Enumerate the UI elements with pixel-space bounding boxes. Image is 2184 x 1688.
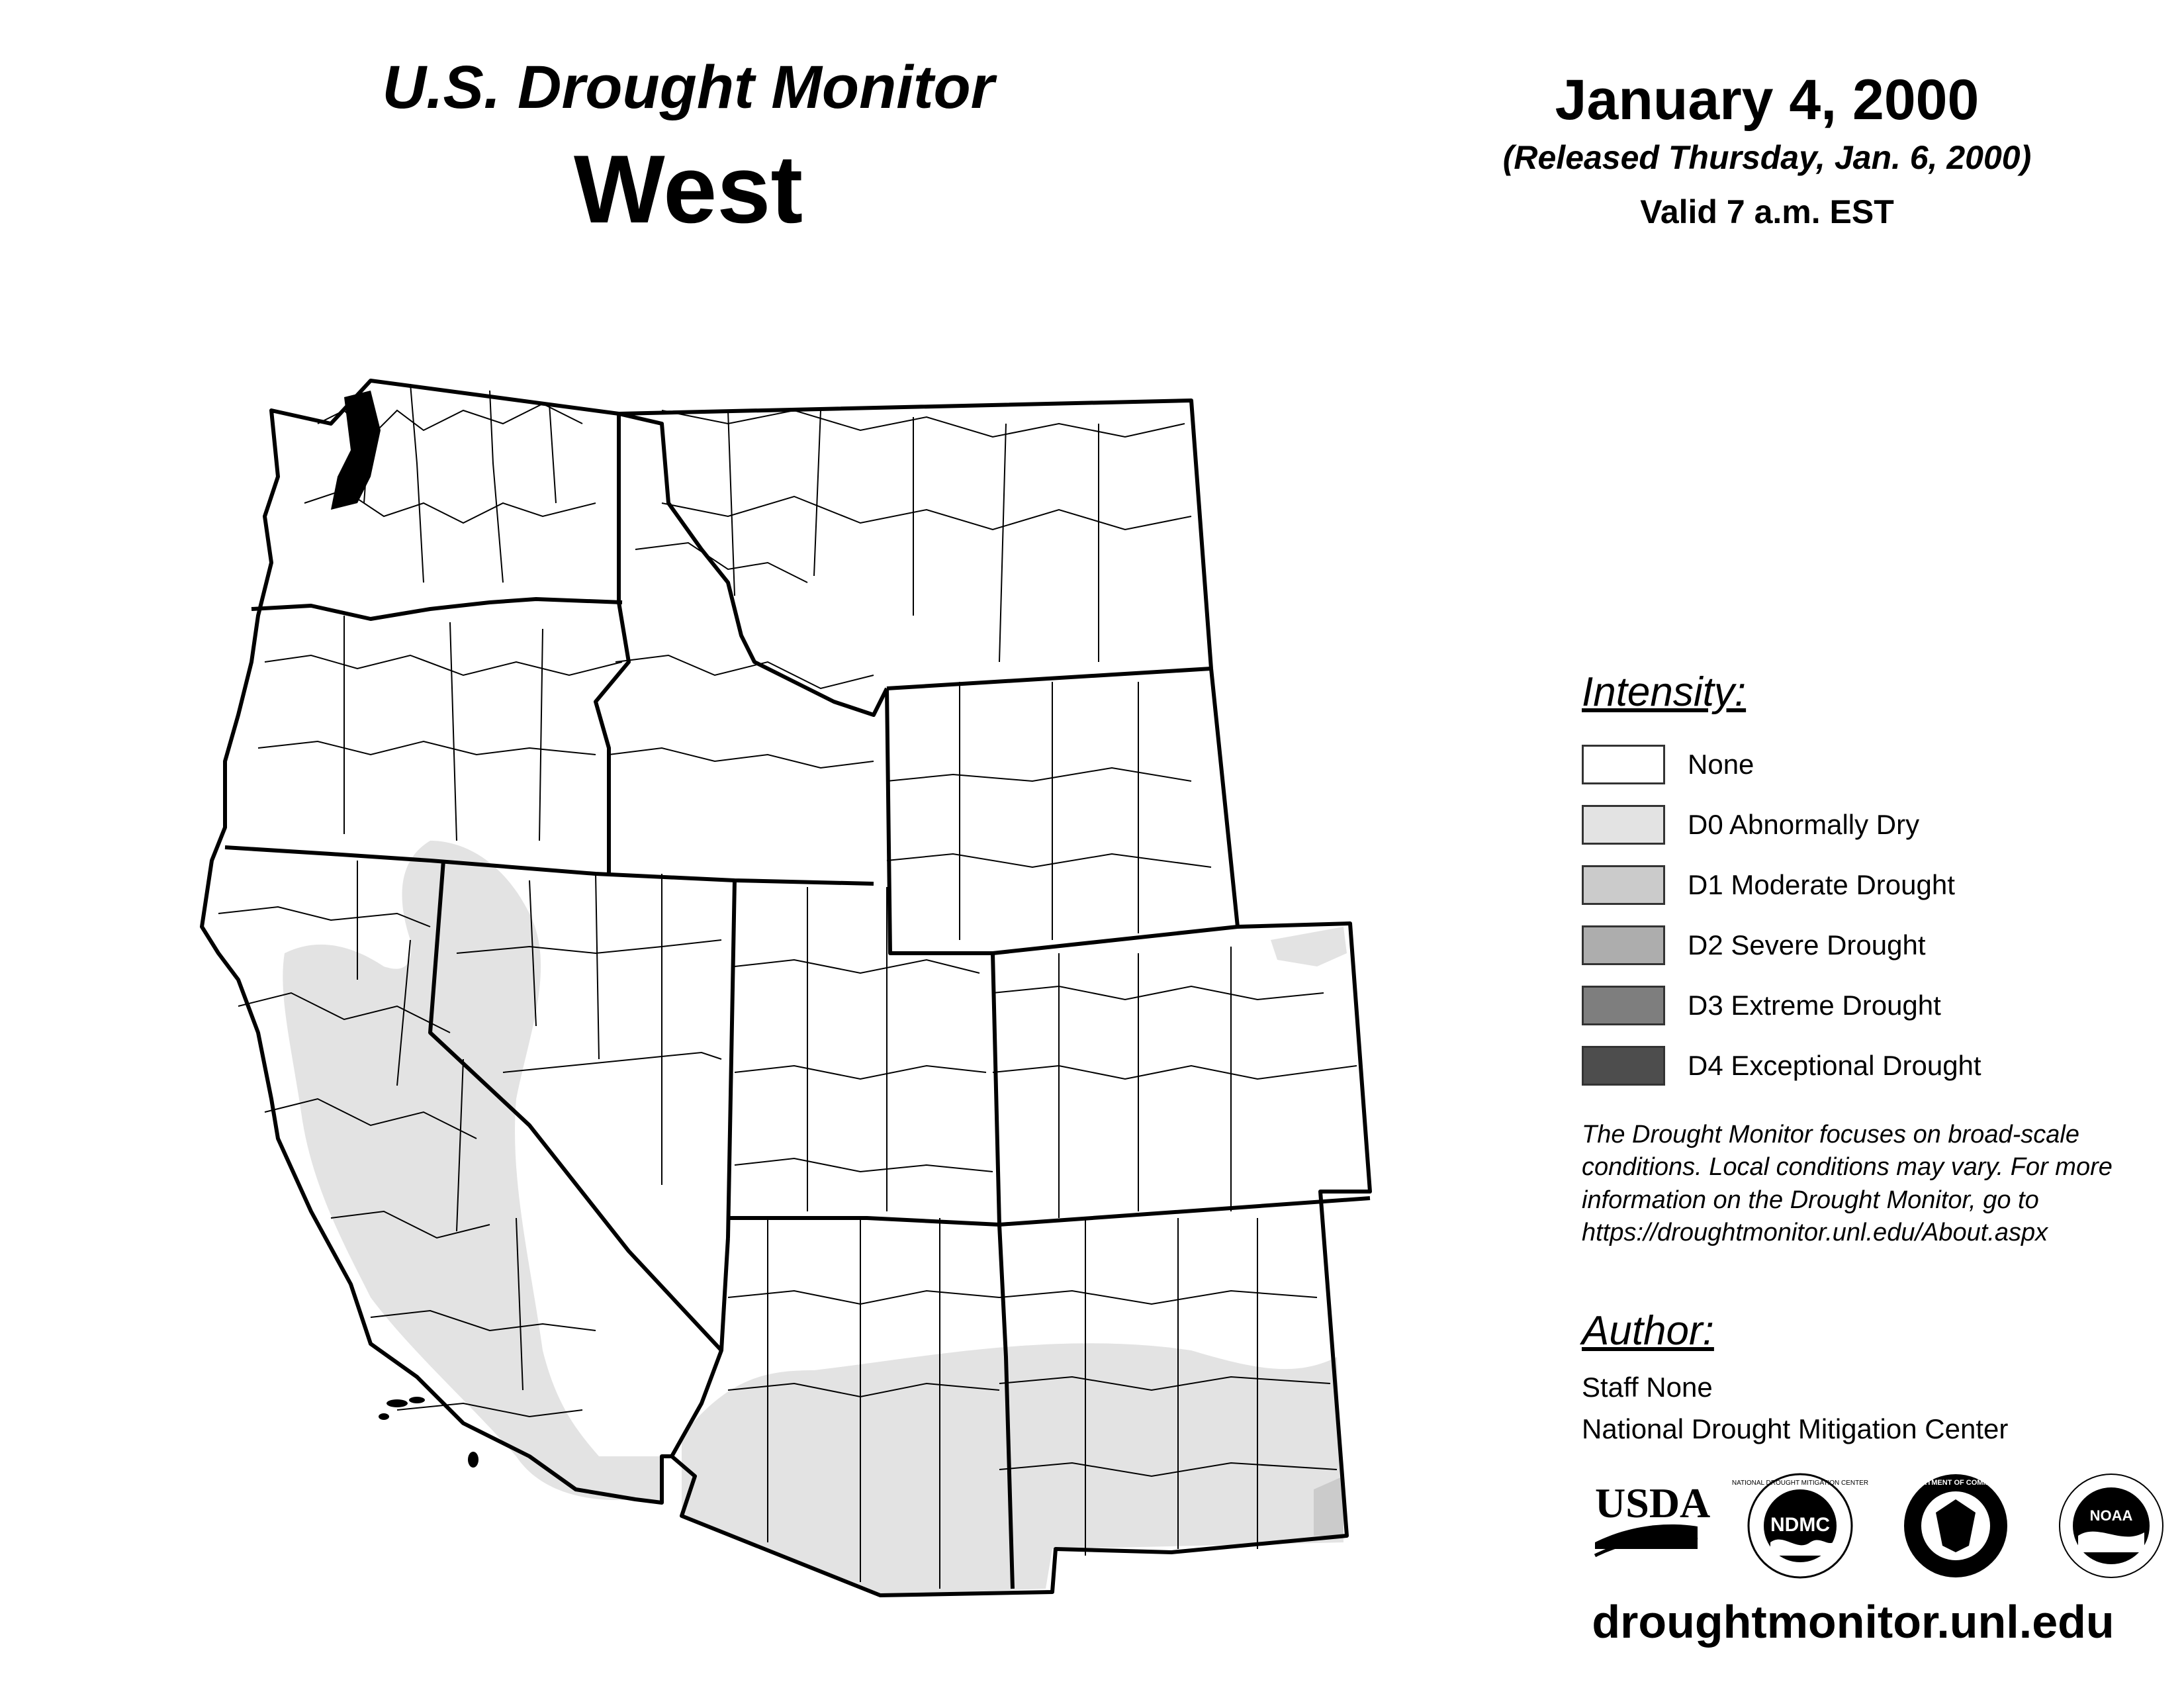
puget-sound — [331, 391, 381, 510]
legend-item-d2 — [1582, 915, 2177, 975]
noaa-logo — [2060, 1474, 2163, 1577]
partner-logos — [1588, 1470, 2171, 1582]
author-organization: National Drought Mitigation Center — [1582, 1413, 2009, 1444]
commerce-logo — [1902, 1474, 2009, 1577]
usda-field-icon — [1595, 1524, 1698, 1549]
valid-time: Valid 7 a.m. EST — [1640, 193, 1894, 231]
channel-island-3 — [379, 1413, 389, 1420]
or-ca-nv-border — [225, 847, 874, 884]
legend — [1582, 669, 2177, 1096]
author-heading: Author: — [1582, 1308, 1714, 1354]
disclaimer-text: The Drought Monitor focuses on broad-scale conditions. Local conditions may vary. For more information on the Drought Monitor, go to https://droughtmonitor.unl.edu/About.aspx — [1582, 1121, 2113, 1247]
nv-ut-border — [728, 880, 735, 1238]
mt-wy-border — [887, 669, 1211, 688]
d0-area-california — [283, 841, 662, 1503]
four-corners-line — [728, 1198, 1370, 1225]
legend-swatch-d4 — [1582, 1046, 1665, 1086]
legend-label-d2: D2 Severe Drought — [1688, 929, 1926, 961]
legend-label-d1: D1 Moderate Drought — [1688, 868, 1955, 900]
id-mt-border — [619, 414, 887, 715]
legend-swatch-d0 — [1582, 805, 1665, 845]
channel-island-1 — [387, 1399, 408, 1407]
legend-item-none — [1582, 734, 2177, 794]
channel-island-4 — [468, 1452, 478, 1468]
legend-swatch-d2 — [1582, 925, 1665, 965]
legend-item-d3 — [1582, 975, 2177, 1035]
legend-swatch-d3 — [1582, 986, 1665, 1025]
website-url[interactable]: droughtmonitor.unl.edu — [1592, 1596, 2115, 1648]
wa-or-border — [251, 599, 622, 619]
wy-west-border — [887, 688, 993, 953]
ndmc-logo — [1732, 1474, 1868, 1577]
date-block — [1456, 66, 2078, 231]
ut-az-border — [721, 1238, 728, 1350]
release-date: (Released Thursday, Jan. 6, 2000) — [1502, 139, 2032, 177]
d0-area-colorado-ne — [1271, 927, 1347, 966]
legend-heading: Intensity: — [1582, 669, 1747, 715]
ut-co-border — [993, 953, 999, 1225]
legend-label-d3: D3 Extreme Drought — [1688, 989, 1941, 1021]
usda-logo — [1595, 1479, 1710, 1556]
legend-swatch-d1 — [1582, 865, 1665, 905]
legend-item-d1 — [1582, 855, 2177, 915]
ndmc-ring-text: NATIONAL DROUGHT MITIGATION CENTER — [1731, 1479, 1869, 1487]
author-block — [1582, 1307, 2177, 1450]
map-date: January 4, 2000 — [1555, 68, 1979, 132]
wy-south-border — [993, 927, 1238, 953]
legend-label-none: None — [1688, 748, 1754, 780]
channel-island-2 — [409, 1397, 425, 1403]
region-title: West — [573, 134, 803, 243]
noaa-text: NOAA — [2089, 1507, 2133, 1524]
legend-label-d0: D0 Abnormally Dry — [1688, 808, 1920, 840]
legend-label-d4: D4 Exceptional Drought — [1688, 1049, 1981, 1081]
map-title: U.S. Drought Monitor — [382, 54, 995, 121]
legend-item-d0 — [1582, 794, 2177, 855]
id-west-border — [596, 414, 629, 874]
ndmc-text: NDMC — [1770, 1514, 1830, 1536]
doc-ring-text: DEPARTMENT OF COMMERCE — [1901, 1479, 2010, 1487]
usda-text: USDA — [1595, 1479, 1711, 1526]
author-name: Staff None — [1582, 1372, 1713, 1403]
legend-swatch-none — [1582, 745, 1665, 784]
legend-item-d4 — [1582, 1035, 2177, 1096]
